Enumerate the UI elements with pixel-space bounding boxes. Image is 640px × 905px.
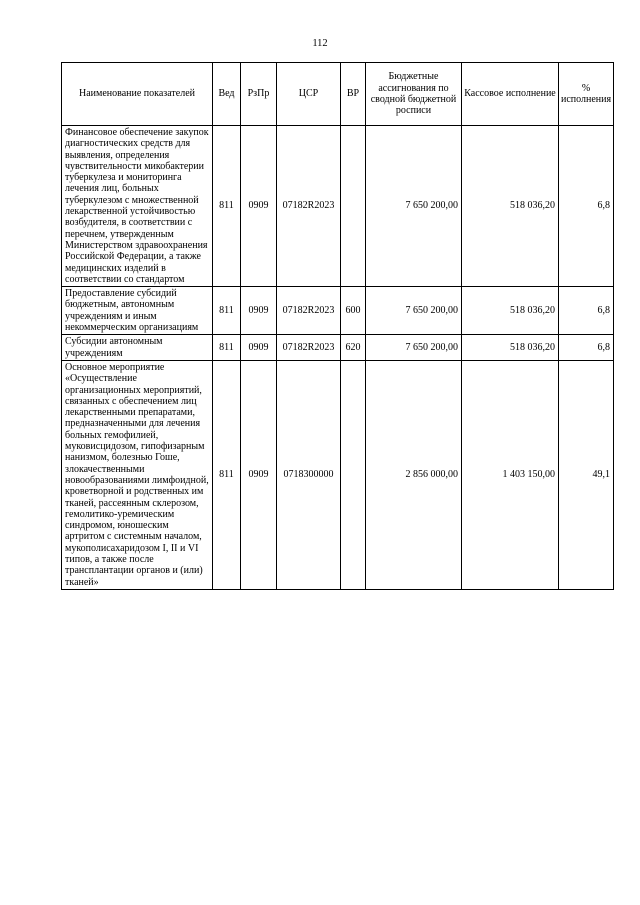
row-ved: 811 bbox=[213, 335, 241, 361]
row-rzpr: 0909 bbox=[241, 126, 277, 287]
row-csr: 07182R2023 bbox=[277, 287, 341, 335]
row-name: Предоставление субсидий бюджетным, автономным учреждениям и иным некоммерческим организациям bbox=[62, 287, 213, 335]
table-row bbox=[62, 360, 614, 589]
row-ved: 811 bbox=[213, 126, 241, 287]
row-percent: 49,1 bbox=[559, 360, 614, 589]
row-name: Субсидии автономным учреждениям bbox=[62, 335, 213, 361]
row-ved: 811 bbox=[213, 287, 241, 335]
row-name: Финансовое обеспечение закупок диагностических средств для выявления, определения чувствительности микобактерии туберкулеза и мониторинга лечения лиц, больных туберкулезом с множественной лекарственной устойчивостью возбудителя, в соответствии с перечнем, утвержденным Министерством здравоохранения Российской Федерации, а также медицинских изделий в соответствии со стандартом bbox=[62, 126, 213, 287]
row-rzpr: 0909 bbox=[241, 335, 277, 361]
row-vr bbox=[341, 126, 366, 287]
budget-execution-table bbox=[61, 62, 614, 590]
table-row bbox=[62, 126, 614, 287]
row-budget: 2 856 000,00 bbox=[366, 360, 462, 589]
table-header-row bbox=[62, 63, 614, 126]
header-budget: Бюджетные ассигнования по сводной бюджетной росписи bbox=[366, 63, 462, 126]
header-cash: Кассовое исполнение bbox=[462, 63, 559, 126]
row-budget: 7 650 200,00 bbox=[366, 126, 462, 287]
row-cash: 1 403 150,00 bbox=[462, 360, 559, 589]
row-cash: 518 036,20 bbox=[462, 335, 559, 361]
row-budget: 7 650 200,00 bbox=[366, 287, 462, 335]
row-rzpr: 0909 bbox=[241, 360, 277, 589]
header-ved: Вед bbox=[213, 63, 241, 126]
row-percent: 6,8 bbox=[559, 126, 614, 287]
header-name: Наименование показателей bbox=[62, 63, 213, 126]
row-vr: 600 bbox=[341, 287, 366, 335]
table-row bbox=[62, 335, 614, 361]
header-percent: % исполнения bbox=[559, 63, 614, 126]
row-cash: 518 036,20 bbox=[462, 126, 559, 287]
row-budget: 7 650 200,00 bbox=[366, 335, 462, 361]
row-percent: 6,8 bbox=[559, 287, 614, 335]
row-cash: 518 036,20 bbox=[462, 287, 559, 335]
row-ved: 811 bbox=[213, 360, 241, 589]
header-vr: ВР bbox=[341, 63, 366, 126]
row-csr: 0718300000 bbox=[277, 360, 341, 589]
row-name: Основное мероприятие «Осуществление организационных мероприятий, связанных с обеспечением лиц лекарственными препаратами, предназначенными для лечения больных гемофилией, муковисцидозом, гипофизарным нанизмом, болезнью Гоше, злокачественными новообразованиями лимфоидной, кроветворной и родственных им тканей, рассеянным склерозом, гемолитико-уремическим синдромом, юношеским артритом с системным началом, мукополисахаридозом I, II и VI типов, а также после трансплантации органов и (или) тканей» bbox=[62, 360, 213, 589]
row-csr: 07182R2023 bbox=[277, 126, 341, 287]
row-csr: 07182R2023 bbox=[277, 335, 341, 361]
row-vr bbox=[341, 360, 366, 589]
row-percent: 6,8 bbox=[559, 335, 614, 361]
header-csr: ЦСР bbox=[277, 63, 341, 126]
header-rzpr: РзПр bbox=[241, 63, 277, 126]
table-row bbox=[62, 287, 614, 335]
row-vr: 620 bbox=[341, 335, 366, 361]
page-number: 112 bbox=[312, 38, 328, 49]
row-rzpr: 0909 bbox=[241, 287, 277, 335]
